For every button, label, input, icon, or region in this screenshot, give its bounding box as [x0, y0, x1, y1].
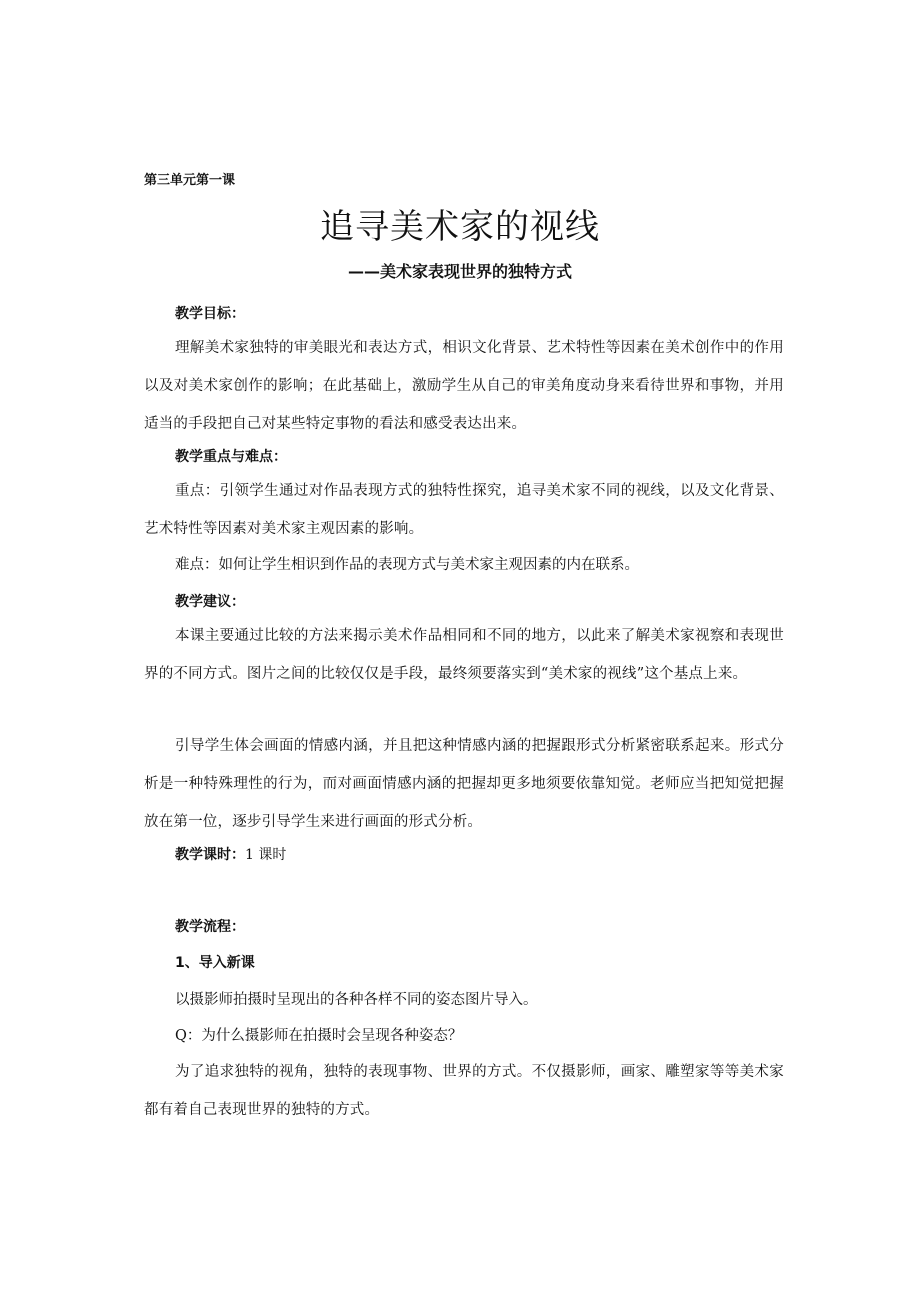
- step1-heading: 1、导入新课: [175, 955, 255, 971]
- class-hours-label: 教学课时：: [175, 847, 245, 863]
- suggestions-paragraph-2: 引导学生体会画面的情感内涵，并且把这种情感内涵的把握跟形式分析紧密联系起来。形式分析是一种特殊理性的行为，而对画面情感内涵的把握却更多地须要依靠知觉。老师应当把知觉把握放在第一位，逐步引导学生来进行画面的形式分析。: [144, 738, 784, 830]
- key-points-heading: 教学重点与难点：: [175, 449, 287, 465]
- suggestions-heading: 教学建议：: [175, 594, 245, 610]
- question-line: Q：为什么摄影师在拍摄时会呈现各种姿态？: [175, 1028, 463, 1044]
- unit-label: 第三单元第一课: [144, 173, 236, 188]
- step1-intro: 以摄影师拍摄时呈现出的各种各样不同的姿态图片导入。: [175, 992, 538, 1008]
- objectives-heading: 教学目标：: [175, 306, 245, 322]
- focus-paragraph: 重点：引领学生通过对作品表现方式的独特性探究，追寻美术家不同的视线，以及文化背景、艺术特性等因素对美术家主观因素的影响。: [144, 483, 784, 537]
- class-hours-value: 1 课时: [245, 847, 287, 863]
- process-heading: 教学流程：: [175, 919, 245, 935]
- suggestions-paragraph-1: 本课主要通过比较的方法来揭示美术作品相同和不同的地方，以此来了解美术家视察和表现世界的不同方式。图片之间的比较仅仅是手段，最终须要落实到“美术家的视线”这个基点上来。: [144, 628, 784, 682]
- page-title: 追寻美术家的视线: [320, 207, 600, 247]
- difficulty-line: 难点：如何让学生相识到作品的表现方式与美术家主观因素的内在联系。: [175, 557, 639, 573]
- class-hours-line: [175, 845, 286, 865]
- answer-paragraph: 为了追求独特的视角，独特的表现事物、世界的方式。不仅摄影师，画家、雕塑家等等美术家都有着自己表现世界的独特的方式。: [144, 1064, 784, 1118]
- objectives-paragraph: 理解美术家独特的审美眼光和表达方式，相识文化背景、艺术特性等因素在美术创作中的作用以及对美术家创作的影响；在此基础上，激励学生从自己的审美角度动身来看待世界和事物，并用适当的手段把自己对某些特定事物的看法和感受表达出来。: [144, 340, 784, 432]
- page-subtitle: ——美术家表现世界的独特方式: [347, 262, 572, 281]
